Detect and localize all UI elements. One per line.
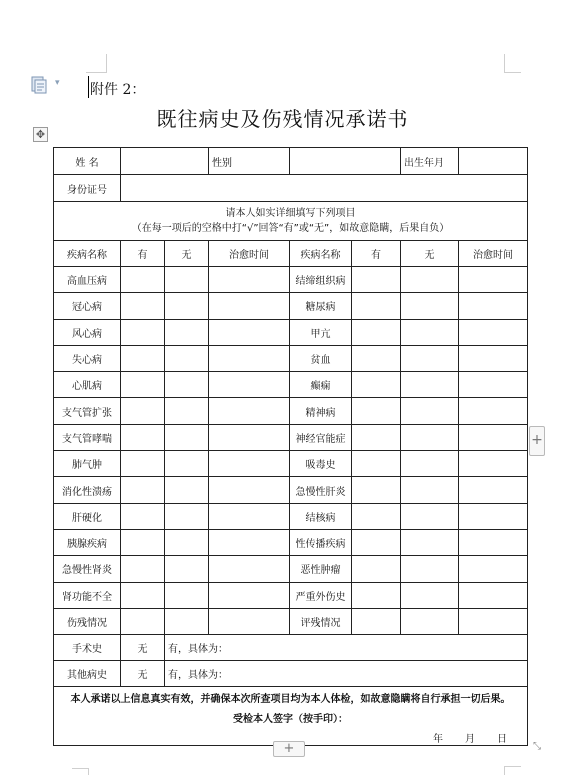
cure-time-cell[interactable] (459, 424, 528, 450)
disease-name: 胰腺疾病 (54, 529, 121, 555)
yes-cell[interactable] (121, 398, 165, 424)
table-move-handle-icon[interactable]: ✥ (33, 127, 48, 142)
no-cell[interactable] (165, 451, 209, 477)
no-cell[interactable] (165, 477, 209, 503)
table-row (54, 556, 528, 582)
cure-time-cell[interactable] (459, 556, 528, 582)
text-cursor (88, 76, 89, 98)
table-row (54, 424, 528, 450)
yes-cell[interactable] (352, 529, 401, 555)
no-cell[interactable] (165, 529, 209, 555)
cure-time-cell[interactable] (209, 372, 290, 398)
disease-name: 消化性溃疡 (54, 477, 121, 503)
column-header: 无 (165, 241, 209, 267)
no-cell[interactable] (401, 451, 459, 477)
yes-cell[interactable] (121, 451, 165, 477)
disease-name: 肺气肿 (54, 451, 121, 477)
cure-time-cell[interactable] (209, 293, 290, 319)
no-cell[interactable] (165, 319, 209, 345)
date-year-label: 年 (433, 734, 443, 746)
id-field[interactable] (121, 175, 528, 202)
no-cell[interactable] (165, 345, 209, 371)
yes-cell[interactable] (121, 319, 165, 345)
no-cell[interactable] (165, 556, 209, 582)
disease-name: 支气管扩张 (54, 398, 121, 424)
cure-time-cell[interactable] (459, 372, 528, 398)
birth-field[interactable] (459, 148, 528, 175)
cure-time-cell[interactable] (209, 398, 290, 424)
table-row (54, 529, 528, 555)
yes-cell[interactable] (121, 424, 165, 450)
yes-cell[interactable] (121, 293, 165, 319)
other-history-label: 其他病史 (54, 661, 121, 687)
yes-cell[interactable] (352, 267, 401, 293)
disease-name: 失心病 (54, 345, 121, 371)
cure-time-cell[interactable] (459, 267, 528, 293)
no-cell[interactable] (165, 424, 209, 450)
table-row (54, 319, 528, 345)
document-title: 既往病史及伤残情况承诺书 (156, 107, 409, 131)
cure-time-cell[interactable] (209, 608, 290, 634)
yes-cell[interactable] (121, 345, 165, 371)
cure-time-cell[interactable] (209, 556, 290, 582)
disease-name: 结核病 (290, 503, 352, 529)
cure-time-cell[interactable] (459, 477, 528, 503)
disease-name: 癫痫 (290, 372, 352, 398)
cure-time-cell[interactable] (209, 477, 290, 503)
disease-name: 神经官能症 (290, 424, 352, 450)
yes-cell[interactable] (352, 477, 401, 503)
table-row (54, 372, 528, 398)
disease-name: 伤残情况 (54, 608, 121, 634)
column-header: 无 (401, 241, 459, 267)
add-column-button[interactable]: + (529, 426, 545, 456)
cure-time-cell[interactable] (459, 582, 528, 608)
pledge-form-table (53, 147, 528, 746)
table-header-row (54, 241, 528, 267)
id-label: 身份证号 (54, 175, 121, 202)
no-cell[interactable] (165, 293, 209, 319)
no-cell[interactable] (401, 424, 459, 450)
other-history-none-cell[interactable]: 无 (121, 661, 165, 687)
date-day-label: 日 (497, 734, 507, 746)
cure-time-cell[interactable] (459, 529, 528, 555)
no-cell[interactable] (401, 556, 459, 582)
yes-cell[interactable] (121, 529, 165, 555)
other-history-detail-cell[interactable]: 有，具体为： (165, 661, 528, 687)
yes-cell[interactable] (352, 503, 401, 529)
table-row (54, 345, 528, 371)
yes-cell[interactable] (121, 503, 165, 529)
disease-name: 肝硬化 (54, 503, 121, 529)
no-cell[interactable] (401, 608, 459, 634)
table-resize-handle-icon[interactable]: ⤡ (533, 741, 541, 752)
pledge-cell (54, 687, 528, 746)
yes-cell[interactable] (121, 267, 165, 293)
table-row (54, 503, 528, 529)
cure-time-cell[interactable] (459, 398, 528, 424)
column-header: 疾病名称 (290, 241, 352, 267)
cure-time-cell[interactable] (209, 424, 290, 450)
pledge-row (54, 687, 528, 746)
other-history-row (54, 661, 528, 687)
table-row (54, 267, 528, 293)
disease-name: 心肌病 (54, 372, 121, 398)
table-row (54, 398, 528, 424)
column-header: 治愈时间 (459, 241, 528, 267)
no-cell[interactable] (165, 398, 209, 424)
disease-name: 吸毒史 (290, 451, 352, 477)
yes-cell[interactable] (352, 345, 401, 371)
chevron-down-icon[interactable]: ▾ (55, 78, 60, 88)
no-cell[interactable] (401, 398, 459, 424)
name-field[interactable] (121, 148, 209, 175)
cure-time-cell[interactable] (459, 503, 528, 529)
disease-name: 急慢性肾炎 (54, 556, 121, 582)
column-header: 有 (121, 241, 165, 267)
yes-cell[interactable] (352, 293, 401, 319)
no-cell[interactable] (401, 582, 459, 608)
yes-cell[interactable] (352, 319, 401, 345)
yes-cell[interactable] (121, 372, 165, 398)
cure-time-cell[interactable] (209, 451, 290, 477)
no-cell[interactable] (401, 345, 459, 371)
disease-name: 结缔组织病 (290, 267, 352, 293)
table-row (54, 293, 528, 319)
notice-line-2: （在每一项后的空格中打“√”回答“有”或“无”，如故意隐瞒，后果自负） (131, 223, 450, 234)
disease-name: 精神病 (290, 398, 352, 424)
gender-field[interactable] (290, 148, 401, 175)
yes-cell[interactable] (352, 372, 401, 398)
no-cell[interactable] (165, 582, 209, 608)
surgery-history-row (54, 635, 528, 661)
yes-cell[interactable] (352, 398, 401, 424)
disease-name: 糖尿病 (290, 293, 352, 319)
notice-cell (54, 202, 528, 241)
yes-cell[interactable] (121, 556, 165, 582)
disease-name: 贫血 (290, 345, 352, 371)
date-month-label: 月 (465, 734, 475, 746)
table-row (54, 451, 528, 477)
table-row (54, 477, 528, 503)
yes-cell[interactable] (121, 582, 165, 608)
disease-name: 严重外伤史 (290, 582, 352, 608)
no-cell[interactable] (401, 319, 459, 345)
yes-cell[interactable] (352, 424, 401, 450)
disease-name: 性传播疾病 (290, 529, 352, 555)
disease-name: 冠心病 (54, 293, 121, 319)
birth-label: 出生年月 (401, 148, 459, 175)
notice-line-1: 请本人如实详细填写下列项目 (225, 208, 356, 219)
add-row-button[interactable]: + (273, 741, 305, 757)
no-cell[interactable] (165, 372, 209, 398)
yes-cell[interactable] (352, 608, 401, 634)
no-cell[interactable] (401, 529, 459, 555)
disease-name: 评残情况 (290, 608, 352, 634)
table-row (54, 608, 528, 634)
cure-time-cell[interactable] (209, 503, 290, 529)
no-cell[interactable] (165, 503, 209, 529)
disease-name: 恶性肿瘤 (290, 556, 352, 582)
paste-options-icon[interactable] (30, 76, 48, 94)
cure-time-cell[interactable] (209, 529, 290, 555)
yes-cell[interactable] (121, 477, 165, 503)
cure-time-cell[interactable] (459, 319, 528, 345)
no-cell[interactable] (165, 267, 209, 293)
cure-time-cell[interactable] (459, 293, 528, 319)
cure-time-cell[interactable] (209, 345, 290, 371)
no-cell[interactable] (401, 267, 459, 293)
yes-cell[interactable] (352, 556, 401, 582)
disease-name: 甲亢 (290, 319, 352, 345)
surgery-history-detail-cell[interactable]: 有，具体为： (165, 635, 528, 661)
crop-mark-top-left (86, 54, 107, 73)
crop-mark-top-right (504, 54, 521, 73)
column-header: 有 (352, 241, 401, 267)
no-cell[interactable] (401, 477, 459, 503)
surgery-history-label: 手术史 (54, 635, 121, 661)
yes-cell[interactable] (121, 608, 165, 634)
cure-time-cell[interactable] (209, 319, 290, 345)
pledge-text: 本人承诺以上信息真实有效，并确保本次所查项目均为本人体检，如故意隐瞒将自行承担一切后果。 (70, 694, 511, 706)
surgery-history-none-cell[interactable]: 无 (121, 635, 165, 661)
disease-name: 急慢性肝炎 (290, 477, 352, 503)
table-row (54, 582, 528, 608)
gender-label: 性别 (209, 148, 290, 175)
disease-name: 肾功能不全 (54, 582, 121, 608)
disease-name: 风心病 (54, 319, 121, 345)
yes-cell[interactable] (352, 582, 401, 608)
yes-cell[interactable] (352, 451, 401, 477)
no-cell[interactable] (401, 503, 459, 529)
column-header: 疾病名称 (54, 241, 121, 267)
attachment-label: 附件 2： (90, 82, 146, 98)
signature-label: 受检本人签字（按手印）： (233, 714, 348, 726)
column-header: 治愈时间 (209, 241, 290, 267)
cure-time-cell[interactable] (459, 345, 528, 371)
cure-time-cell[interactable] (209, 267, 290, 293)
cure-time-cell[interactable] (459, 608, 528, 634)
name-label: 姓 名 (54, 148, 121, 175)
disease-name: 高血压病 (54, 267, 121, 293)
cure-time-cell[interactable] (209, 582, 290, 608)
no-cell[interactable] (401, 372, 459, 398)
no-cell[interactable] (401, 293, 459, 319)
cure-time-cell[interactable] (459, 451, 528, 477)
disease-name: 支气管哮喘 (54, 424, 121, 450)
no-cell[interactable] (165, 608, 209, 634)
